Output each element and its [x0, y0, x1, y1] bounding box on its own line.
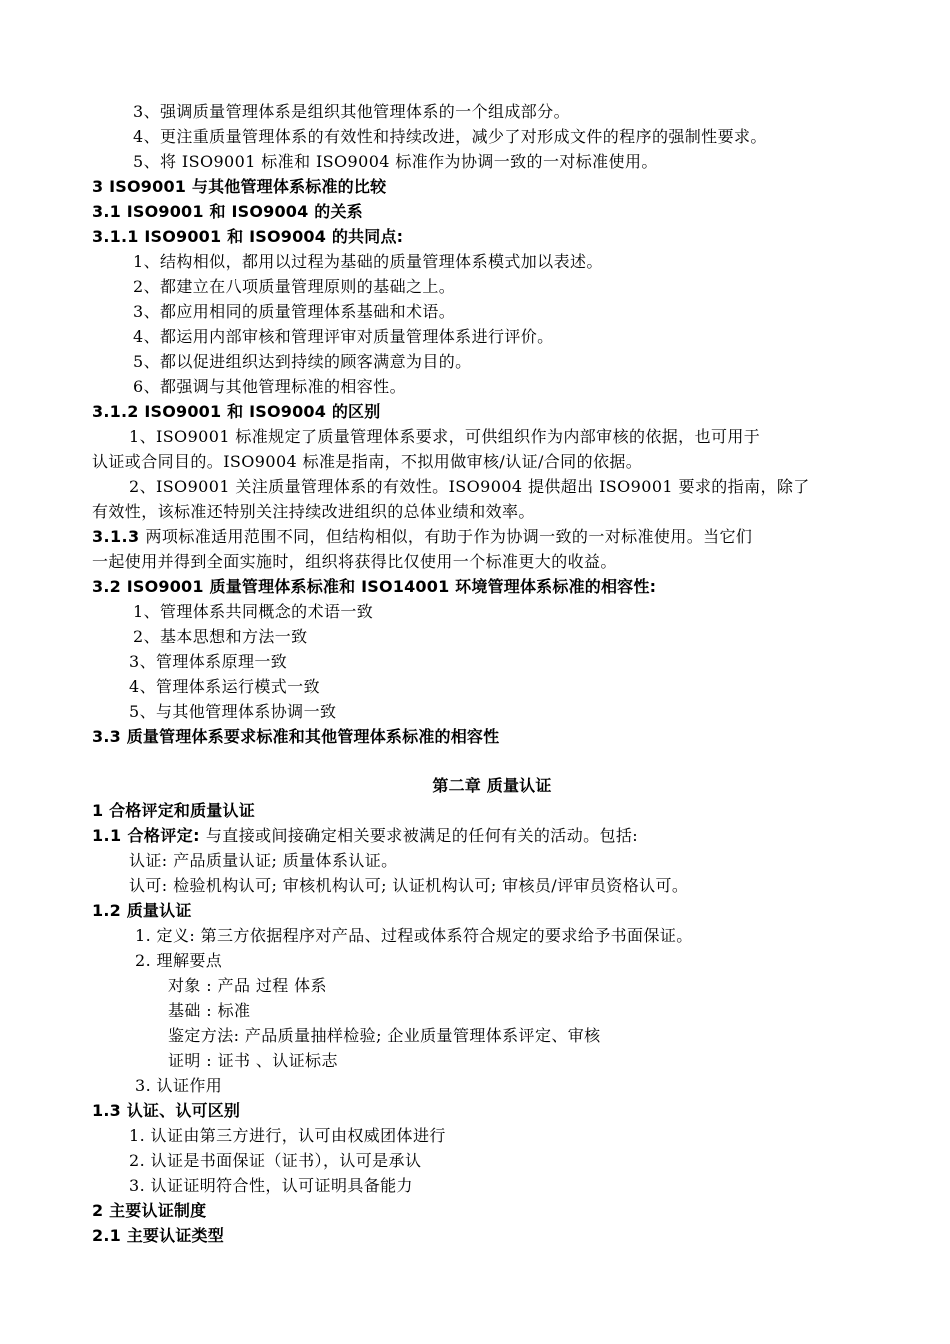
chapter-title: 第二章 质量认证 [432, 776, 552, 795]
list-item: 基础 : 标准 [168, 1001, 251, 1020]
list-item: 4、管理体系运行模式一致 [129, 677, 320, 696]
list-item: 3、都应用相同的质量管理体系基础和术语。 [133, 302, 456, 321]
section-heading: 3 ISO9001 与其他管理体系标准的比较 [92, 177, 387, 196]
list-item: 2. 理解要点 [135, 951, 223, 970]
text-line: 4、更注重质量管理体系的有效性和持续改进，减少了对形成文件的程序的强制性要求。 [133, 127, 767, 146]
paragraph-line: 1、ISO9001 标准规定了质量管理体系要求，可供组织作为内部审核的依据，也可用于 [129, 427, 761, 446]
paragraph-line: 2、ISO9001 关注质量管理体系的有效性。ISO9004 提供超出 ISO9001 要求的指南，除了 [129, 477, 810, 496]
list-item: 1. 定义: 第三方依据程序对产品、过程或体系符合规定的要求给予书面保证。 [135, 926, 693, 945]
section-heading: 3.2 ISO9001 质量管理体系标准和 ISO14001 环境管理体系标准的相容性: [92, 577, 657, 596]
list-item: 3. 认证作用 [135, 1076, 223, 1095]
section-heading: 2 主要认证制度 [92, 1201, 207, 1220]
section-heading: 2.1 主要认证类型 [92, 1226, 224, 1245]
text-line: 3、强调质量管理体系是组织其他管理体系的一个组成部分。 [133, 102, 570, 121]
list-item: 5、都以促进组织达到持续的顾客满意为目的。 [133, 352, 472, 371]
list-item: 6、都强调与其他管理标准的相容性。 [133, 377, 406, 396]
paragraph-line: 认证: 产品质量认证; 质量体系认证。 [129, 851, 398, 870]
section-heading: 1.2 质量认证 [92, 901, 192, 920]
paragraph-line: 认可: 检验机构认可; 审核机构认可; 认证机构认可; 审核员/评审员资格认可。 [129, 876, 689, 895]
list-item: 5、与其他管理体系协调一致 [129, 702, 337, 721]
paragraph-lead: 3.1.3 [92, 527, 146, 546]
list-item: 鉴定方法: 产品质量抽样检验; 企业质量管理体系评定、审核 [168, 1026, 601, 1045]
list-item: 3. 认证证明符合性，认可证明具备能力 [129, 1176, 413, 1195]
list-item: 2、都建立在八项质量管理原则的基础之上。 [133, 277, 456, 296]
section-heading: 3.1.1 ISO9001 和 ISO9004 的共同点: [92, 227, 404, 246]
paragraph-line: 有效性，该标准还特别关注持续改进组织的总体业绩和效率。 [92, 502, 535, 521]
paragraph-text: 两项标准适用范围不同，但结构相似，有助于作为协调一致的一对标准使用。当它们 [145, 527, 753, 546]
section-heading: 1 合格评定和质量认证 [92, 801, 255, 820]
list-item: 1、结构相似，都用以过程为基础的质量管理体系模式加以表述。 [133, 252, 603, 271]
paragraph-line: 认证或合同目的。ISO9004 标准是指南，不拟用做审核/认证/合同的依据。 [92, 452, 643, 471]
section-heading: 3.1 ISO9001 和 ISO9004 的关系 [92, 202, 363, 221]
list-item: 2. 认证是书面保证（证书），认可是承认 [129, 1151, 422, 1170]
paragraph-line [92, 525, 752, 549]
list-item: 对象 : 产品 过程 体系 [168, 976, 327, 995]
section-heading: 3.1.2 ISO9001 和 ISO9004 的区别 [92, 402, 381, 421]
list-item: 证明 : 证书 、认证标志 [168, 1051, 338, 1070]
paragraph-line: 一起使用并得到全面实施时，组织将获得比仅使用一个标准更大的收益。 [92, 552, 617, 571]
paragraph-lead: 1.1 合格评定: [92, 826, 206, 845]
list-item: 3、管理体系原理一致 [129, 652, 288, 671]
list-item: 2、基本思想和方法一致 [133, 627, 308, 646]
list-item: 1. 认证由第三方进行，认可由权威团体进行 [129, 1126, 446, 1145]
list-item: 1、管理体系共同概念的术语一致 [133, 602, 374, 621]
list-item: 4、都运用内部审核和管理评审对质量管理体系进行评价。 [133, 327, 554, 346]
section-heading: 1.3 认证、认可区别 [92, 1101, 241, 1120]
text-line: 5、将 ISO9001 标准和 ISO9004 标准作为协调一致的一对标准使用。 [133, 152, 658, 171]
paragraph-text: 与直接或间接确定相关要求被满足的任何有关的活动。包括: [205, 826, 639, 845]
paragraph-line [92, 824, 638, 848]
section-heading: 3.3 质量管理体系要求标准和其他管理体系标准的相容性 [92, 727, 500, 746]
